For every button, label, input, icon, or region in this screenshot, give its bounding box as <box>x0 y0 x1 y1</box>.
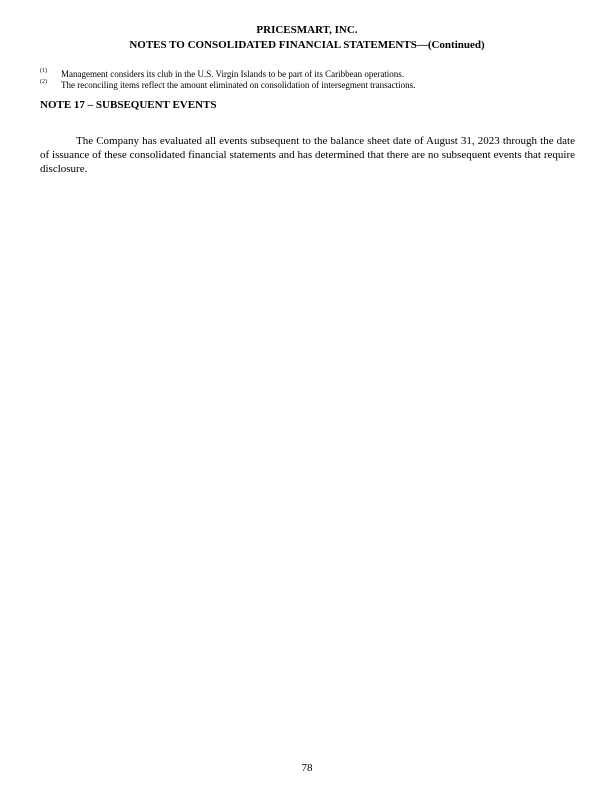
footnote-marker: (1) <box>40 68 47 74</box>
page-number: 78 <box>301 762 313 774</box>
footnote-text: Management considers its club in the U.S. Virgin Islands to be part of its Caribbean operations. <box>61 69 405 79</box>
document-subtitle: NOTES TO CONSOLIDATED FINANCIAL STATEMENTS—(Continued) <box>129 39 485 51</box>
section-heading: NOTE 17 – SUBSEQUENT EVENTS <box>40 99 217 111</box>
footnote-text: The reconciling items reflect the amount eliminated on consolidation of intersegment transactions. <box>61 80 416 90</box>
footnote-marker: (2) <box>40 79 47 85</box>
company-name: PRICESMART, INC. <box>256 24 358 36</box>
section-paragraph: The Company has evaluated all events subsequent to the balance sheet date of August 31, 2023 through the date of issuance of these consolidated financial statements and has determined that there are no subsequent events that require disclosure. <box>40 135 575 175</box>
